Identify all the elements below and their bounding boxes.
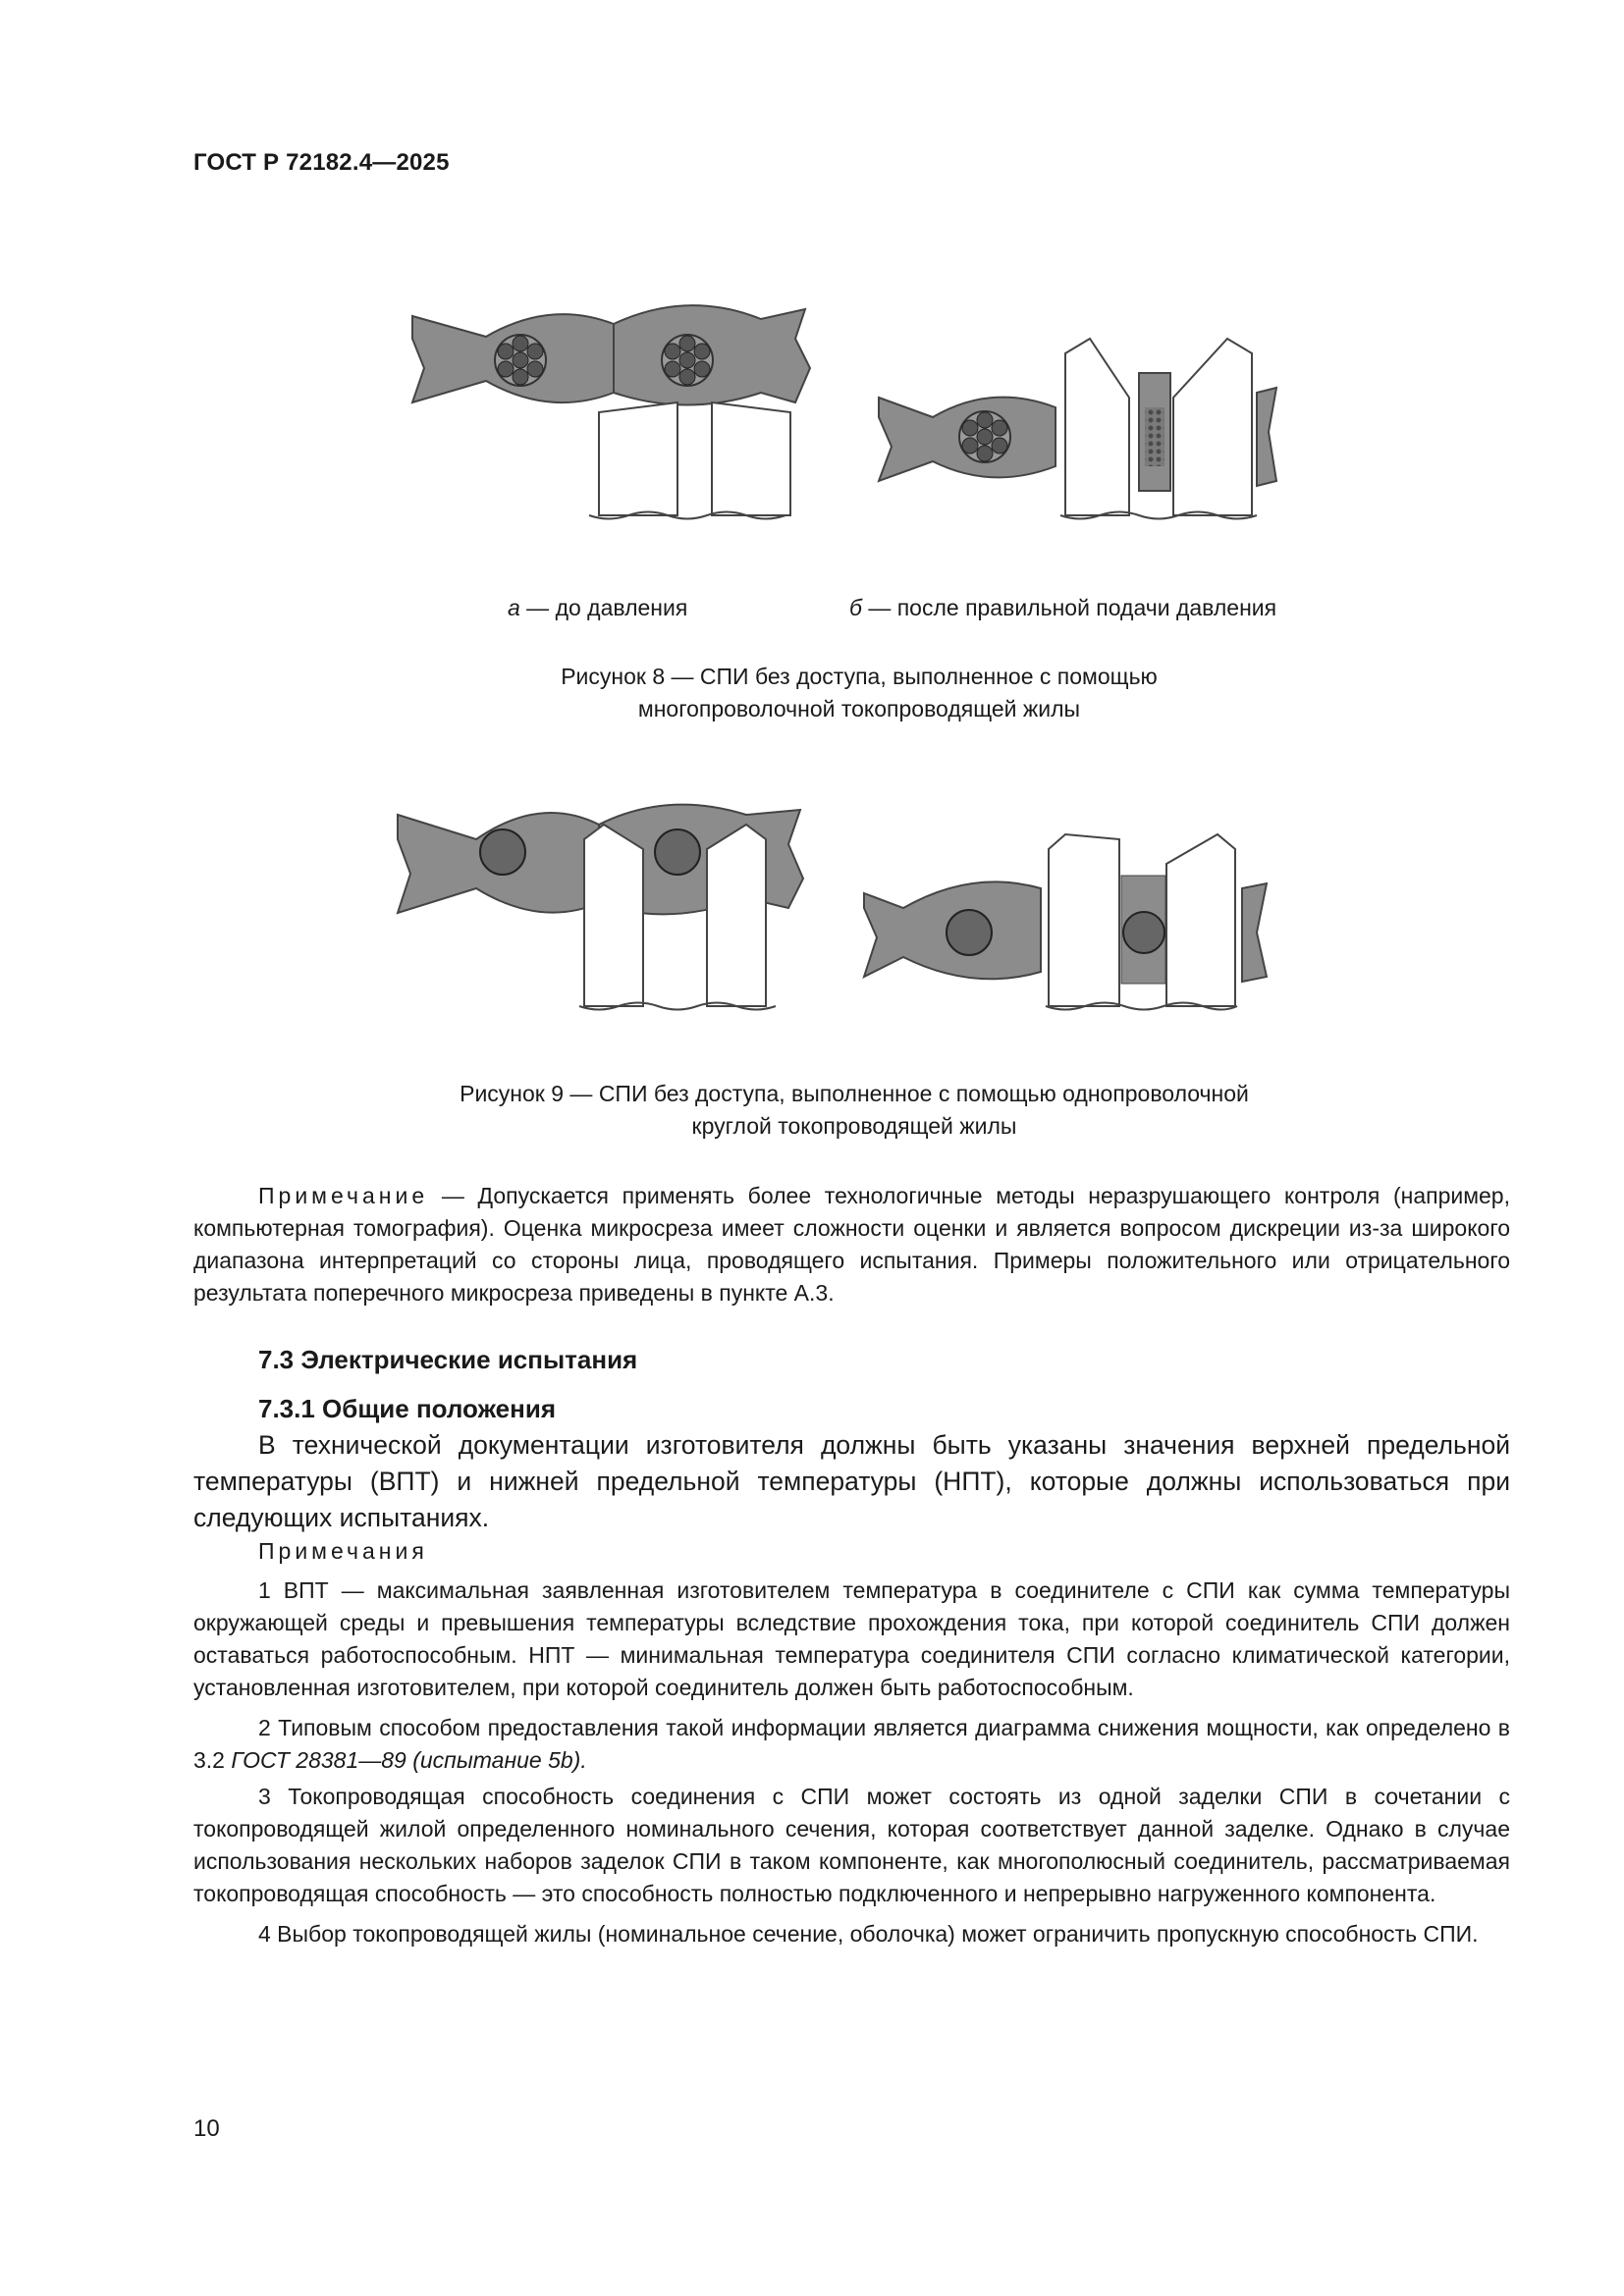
figure8-caption-line1: Рисунок 8 — СПИ без доступа, выполненное с помощью bbox=[561, 664, 1158, 689]
note-4: 4 Выбор токопроводящей жилы (номинальное сечение, оболочка) может ограничить пропускную способность СПИ. bbox=[258, 1921, 1479, 1947]
page-number: 10 bbox=[193, 2115, 220, 2142]
figure9a-right-wire bbox=[579, 805, 803, 1010]
figure8a-left-wire bbox=[412, 314, 614, 402]
figure8a-right-wire bbox=[589, 305, 810, 518]
note-text: — Допускается применять более технологичные методы неразрушающего контроля (например, компьютерная томография). Оценка микросреза имеет сложности оценки и является вопросом дискреции из-за широкого диапазона интерпретаций со стороны лица, проводящего испытания. Примеры положительного или отрицательного результата поперечного микросреза приведены в пункте А.3. bbox=[193, 1183, 1510, 1306]
note-label: Примечание bbox=[258, 1183, 429, 1208]
figure8-label-b bbox=[849, 592, 1276, 624]
label-b-text: — после правильной подачи давления bbox=[861, 595, 1277, 620]
stranded-conductor-icon bbox=[959, 411, 1010, 462]
label-a-letter: а bbox=[508, 595, 520, 620]
figure9-caption bbox=[295, 1078, 1414, 1143]
figure9b-wire bbox=[864, 834, 1267, 1010]
stranded-conductor-icon bbox=[662, 335, 713, 386]
figure9a-left-wire bbox=[398, 813, 599, 913]
note-3: 3 Токопроводящая способность соединения с СПИ может состоять из одной заделки СПИ в сочетании с токопроводящей жилой определенного номинального сечения, которая соответствует данной заделке. Однако в случае использования нескольких наборов заделок СПИ в таком компоненте, как многополюсный соединитель, рассматриваемая токопроводящая способность — это способность полностью подключенного и непрерывно нагруженного компонента. bbox=[193, 1784, 1510, 1906]
label-a-text: — до давления bbox=[519, 595, 688, 620]
figure8-caption-line2: многопроволочной токопроводящей жилы bbox=[637, 696, 1081, 721]
note-2 bbox=[193, 1712, 1510, 1777]
solid-conductor-icon bbox=[480, 829, 525, 875]
solid-conductor-icon bbox=[655, 829, 700, 875]
figure8-label-a bbox=[508, 592, 687, 624]
section-7-3-1-text: В технической документации изготовителя должны быть указаны значения верхней предельной температуры (ВПТ) и нижней предельной температуры (НПТ), которые должны использоваться при следующих испытаниях. bbox=[193, 1430, 1510, 1532]
note-2-reference: ГОСТ 28381—89 (испытание 5b). bbox=[231, 1747, 587, 1773]
notes-heading: Примечания bbox=[258, 1538, 428, 1564]
section-7-3-1-title: 7.3.1 Общие положения bbox=[258, 1394, 556, 1423]
stranded-conductor-icon bbox=[495, 335, 546, 386]
note-1: 1 ВПТ — максимальная заявленная изготовителем температура в соединителе с СПИ как сумма температуры окружающей среды и превышения температуры вследствие прохождения тока, при которой соединитель СПИ должен оставаться работоспособным. НПТ — минимальная температура соединителя СПИ согласно климатической категории, установленная изготовителем, при которой соединитель должен быть работоспособным. bbox=[193, 1577, 1510, 1700]
label-b-letter: б bbox=[849, 595, 862, 620]
note-paragraph bbox=[193, 1180, 1510, 1309]
figure9-caption-line2: круглой токопроводящей жилы bbox=[691, 1113, 1017, 1139]
solid-conductor-icon bbox=[947, 910, 992, 955]
section-7-3-title: 7.3 Электрические испытания bbox=[258, 1345, 638, 1374]
figure8b-wire bbox=[879, 339, 1276, 519]
figure8-caption bbox=[393, 661, 1326, 725]
note-2-text: 2 Типовым способом предоставления такой информации является диаграмма снижения мощности, как определено в 3.2 bbox=[193, 1715, 1510, 1773]
document-header: ГОСТ Р 72182.4—2025 bbox=[193, 149, 450, 176]
figure9-caption-line1: Рисунок 9 — СПИ без доступа, выполненное с помощью однопроволочной bbox=[460, 1081, 1249, 1106]
